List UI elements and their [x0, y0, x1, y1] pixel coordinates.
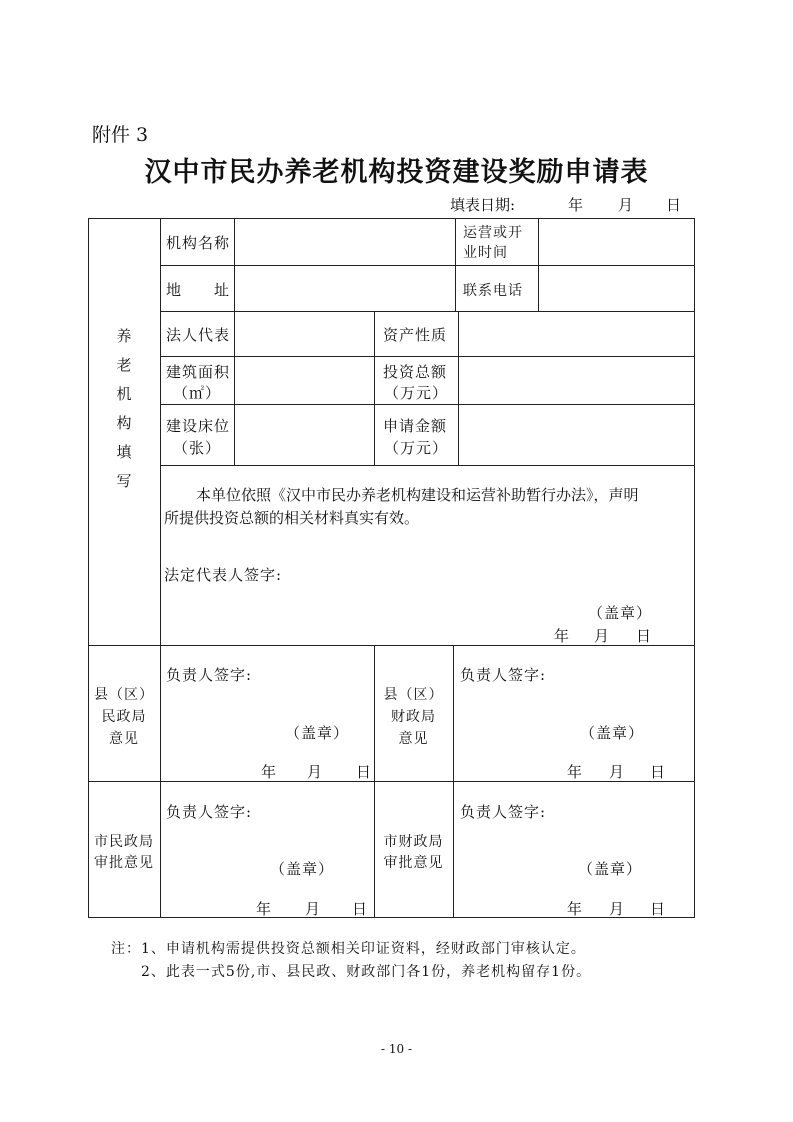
- label-total-investment-2: （万元）: [383, 384, 448, 402]
- declaration-month: 月: [594, 627, 611, 645]
- declaration-year: 年: [554, 627, 571, 645]
- declaration-day: 日: [636, 627, 653, 645]
- fill-date-label: 填表日期:: [450, 196, 516, 214]
- county-civil-signature-area[interactable]: [161, 690, 373, 720]
- label-asset-nature: 资产性质: [383, 326, 448, 344]
- city-finance-year: 年: [567, 900, 584, 918]
- county-civil-month: 月: [307, 763, 324, 781]
- label-legal-rep: 法人代表: [166, 326, 231, 344]
- label-apply-amount-2: （万元）: [383, 439, 448, 457]
- city-finance-day: 日: [650, 900, 667, 918]
- building-area-field[interactable]: [235, 357, 374, 404]
- city-civil-day: 日: [352, 900, 369, 918]
- note-1: 1、申请机构需提供投资总额相关印证资料，经财政部门审核认定。: [141, 941, 586, 957]
- city-civil-signature-area[interactable]: [161, 826, 373, 856]
- legal-rep-field[interactable]: [235, 312, 374, 356]
- declaration-line-2: 所提供投资总额的相关材料真实有效。: [164, 509, 420, 527]
- label-beds-1: 建设床位: [166, 417, 231, 435]
- label-building-area-1: 建筑面积: [166, 363, 231, 381]
- county-civil-signature: 负责人签字:: [166, 666, 253, 684]
- city-finance-seal: （盖章）: [578, 860, 643, 878]
- city-finance-month: 月: [609, 900, 626, 918]
- county-finance-label-1: 县（区）: [383, 687, 444, 703]
- county-finance-month: 月: [609, 763, 626, 781]
- county-finance-label-3: 意见: [398, 731, 429, 747]
- city-civil-year: 年: [256, 900, 273, 918]
- county-civil-year: 年: [261, 763, 278, 781]
- city-civil-seal: （盖章）: [270, 860, 335, 878]
- label-total-investment-1: 投资总额: [383, 363, 448, 381]
- city-finance-signature-area[interactable]: [454, 826, 693, 856]
- county-finance-seal: （盖章）: [580, 724, 645, 742]
- fill-date-year: 年: [568, 196, 584, 214]
- fill-date-day: 日: [666, 196, 682, 214]
- county-civil-seal: （盖章）: [285, 724, 350, 742]
- operation-time-field[interactable]: [539, 219, 694, 265]
- county-civil-day: 日: [356, 763, 373, 781]
- fill-date: [450, 194, 682, 215]
- county-finance-label-2: 财政局: [391, 709, 436, 725]
- label-address: 地 址: [166, 281, 231, 299]
- label-operation-time-1: 运营或开: [463, 225, 523, 241]
- label-beds-2: （张）: [172, 439, 221, 457]
- declaration-signature: 法定代表人签字:: [164, 566, 283, 584]
- apply-amount-field[interactable]: [459, 405, 694, 465]
- county-finance-year: 年: [567, 763, 584, 781]
- county-finance-signature-area[interactable]: [454, 690, 693, 720]
- city-civil-month: 月: [305, 900, 322, 918]
- city-finance-signature: 负责人签字:: [460, 803, 547, 821]
- beds-field[interactable]: [235, 405, 374, 465]
- label-institution-name: 机构名称: [166, 234, 231, 252]
- note-2: 2、此表一式5份,市、县民政、财政部门各1份，养老机构留存1份。: [141, 964, 592, 980]
- city-finance-label-1: 市财政局: [383, 834, 444, 850]
- notes-prefix: 注：: [111, 941, 141, 957]
- asset-nature-field[interactable]: [459, 312, 694, 356]
- address-field[interactable]: [235, 266, 454, 311]
- city-finance-label-2: 审批意见: [383, 855, 444, 871]
- phone-field[interactable]: [539, 266, 694, 311]
- side-label: 养 老 机 构 填 写: [116, 327, 132, 490]
- city-civil-label-1: 市民政局: [94, 834, 154, 850]
- city-civil-signature: 负责人签字:: [166, 803, 253, 821]
- declaration-seal: （盖章）: [588, 604, 653, 622]
- county-civil-label-1: 县（区）: [94, 687, 154, 703]
- city-civil-label-2: 审批意见: [94, 855, 154, 871]
- county-civil-label-2: 民政局: [101, 709, 147, 725]
- institution-name-field[interactable]: [235, 219, 454, 265]
- legal-rep-signature-area[interactable]: [300, 560, 500, 588]
- form-title: 汉中市民办养老机构投资建设奖励申请表: [144, 157, 649, 188]
- label-building-area-2: （㎡）: [172, 384, 221, 402]
- label-apply-amount-1: 申请金额: [383, 417, 448, 435]
- county-finance-signature: 负责人签字:: [460, 666, 547, 684]
- declaration-line-1: 本单位依照《汉中市民办养老机构建设和运营补助暂行办法》，声明: [196, 486, 639, 504]
- label-operation-time-2: 业时间: [463, 245, 508, 261]
- page-number: - 10 -: [380, 1042, 412, 1056]
- label-phone: 联系电话: [463, 283, 523, 299]
- county-finance-day: 日: [650, 763, 667, 781]
- attachment-label: 附件 3: [92, 124, 149, 146]
- county-civil-label-3: 意见: [109, 731, 139, 747]
- total-investment-field[interactable]: [459, 357, 694, 404]
- fill-date-month: 月: [618, 196, 634, 214]
